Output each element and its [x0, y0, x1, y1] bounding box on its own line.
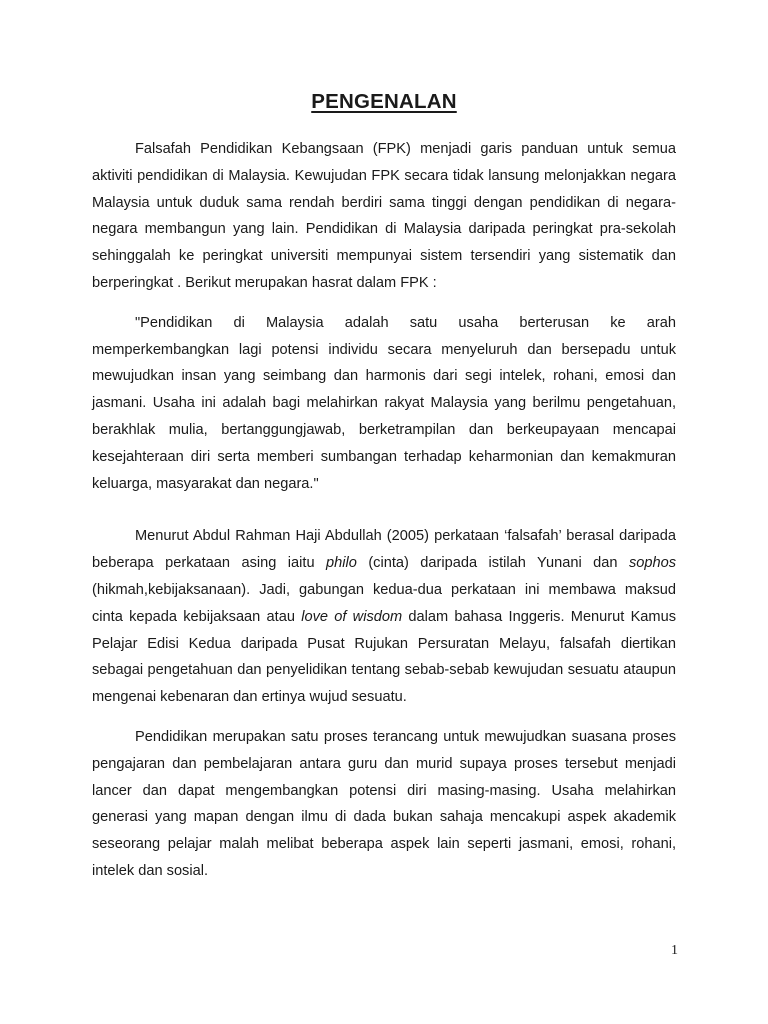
italic-term-sophos: sophos [628, 555, 676, 572]
paragraph-text: (hikmah,kebijaksanaan). Jadi, gabungan kedua-dua perkataan ini membawa maksud cinta kepada kebijaksaan atau [92, 581, 676, 625]
paragraph-text: Falsafah Pendidikan Kebangsaan (FPK) menjadi garis panduan untuk semua aktiviti pendidikan di Malaysia. Kewujudan FPK secara tidak lansung melonjakkan negara Malaysia untuk duduk sama rendah berdiri sama tinggi dengan pendidikan di negara-negara membangun yang lain. Pendidikan di Malaysia daripada peringkat pra-sekolah sehinggalah ke peringkat universiti mempunyai sistem tersendiri yang sistematik dan berperingkat . Berikut merupakan hasrat dalam FPK : [92, 141, 676, 291]
page-title: PENGENALAN [311, 90, 457, 113]
paragraph-text: (cinta) daripada istilah Yunani dan [356, 555, 629, 572]
paragraph-text: dalam bahasa Inggeris. Menurut Kamus Pelajar Edisi Kedua daripada Pusat Rujukan Persuratan Melayu, falsafah diertikan sebagai pengetahuan dan penyelidikan tentang sebab-sebab kewujudan sesuatu ataupun mengenai kebenaran dan ertinya wujud sesuatu. [92, 608, 676, 706]
italic-term-philo: philo [326, 555, 357, 572]
paragraph-spacer [92, 711, 676, 724]
page-number: 1 [671, 943, 678, 958]
paragraph-spacer [92, 497, 676, 523]
paragraph-text: Pendidikan merupakan satu proses terancang untuk mewujudkan suasana proses pengajaran dan pembelajaran antara guru dan murid supaya proses tersebut menjadi lancer dan dapat mengembangkan potensi diri masing-masing. Usaha melahirkan generasi yang mapan dengan ilmu di dada bukan sahaja mencakupi aspek akademik seseorang pelajar malah melibat beberapa aspek lain seperti jasmani, emosi, rohani, intelek dan sosial. [92, 728, 676, 879]
paragraph-falsafah-definition [92, 523, 676, 711]
italic-term-love-of-wisdom: love of wisdom [301, 608, 403, 625]
paragraph-fpk-quote [92, 310, 676, 498]
paragraph-pendidikan-process [92, 724, 676, 885]
quote-text: "Pendidikan di Malaysia adalah satu usaha berterusan ke arah memperkembangkan lagi potensi individu secara menyeluruh dan bersepadu untuk mewujudkan insan yang seimbang dan harmonis dari segi intelek, rohani, emosi dan jasmani. Usaha ini adalah bagi melahirkan rakyat Malaysia yang berilmu pengetahuan, berakhlak mulia, bertanggungjawab, berketrampilan dan berkeupayaan mencapai kesejahteraan diri serta memberi sumbangan terhadap keharmonian dan kemakmuran keluarga, masyarakat dan negara." [92, 314, 676, 492]
paragraph-fpk-intro [92, 136, 676, 297]
paragraph-text: Menurut Abdul Rahman Haji Abdullah (2005) perkataan ‘falsafah’ berasal daripada beberapa perkataan asing iaitu [92, 528, 676, 572]
paragraph-spacer [92, 297, 676, 310]
